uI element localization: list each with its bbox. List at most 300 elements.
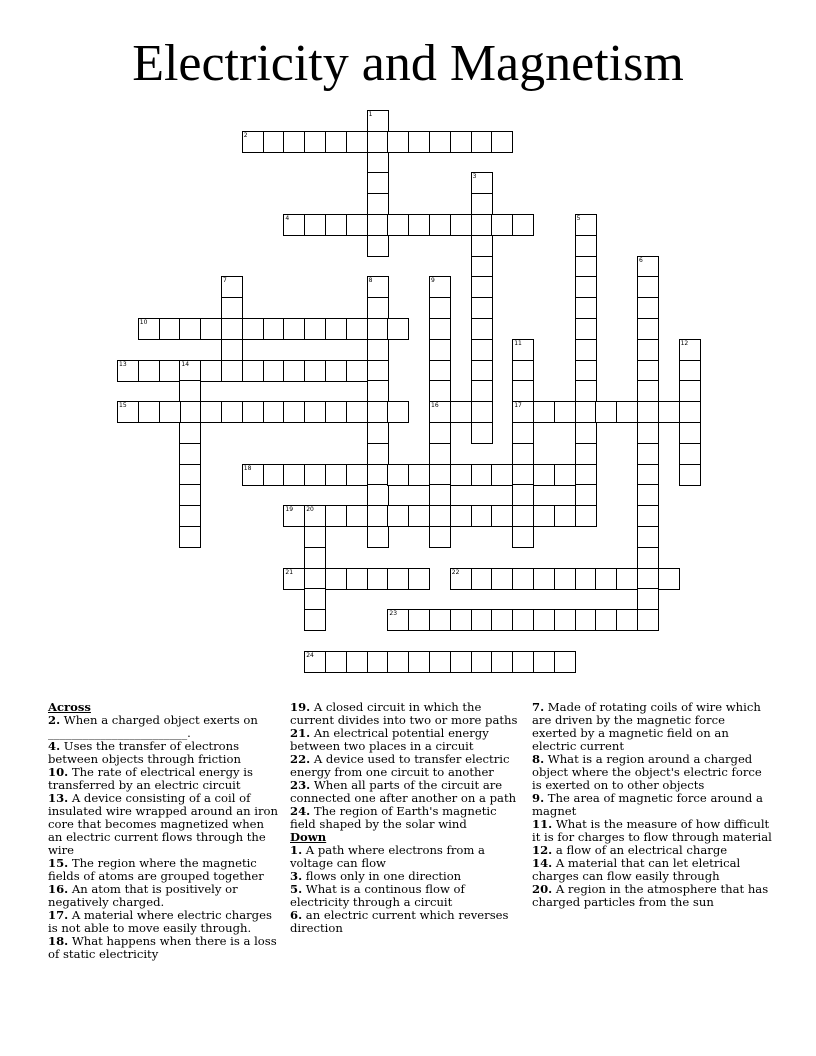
- grid-cell[interactable]: [367, 422, 389, 444]
- grid-cell[interactable]: [471, 422, 493, 444]
- grid-cell[interactable]: [221, 401, 243, 423]
- grid-cell[interactable]: [679, 464, 701, 486]
- across-clue: [48, 792, 280, 857]
- grid-cell[interactable]: [367, 110, 389, 132]
- clue-number: 20: [306, 506, 314, 514]
- grid-cell[interactable]: [471, 318, 493, 340]
- across-clue: [48, 857, 280, 883]
- clue-number: 22: [451, 568, 460, 576]
- grid-cell[interactable]: [429, 505, 451, 527]
- grid-cell[interactable]: [429, 443, 451, 465]
- clue-number: 7: [223, 277, 227, 285]
- grid-cell[interactable]: [325, 505, 347, 527]
- grid-cell[interactable]: [471, 401, 493, 423]
- grid-cell[interactable]: [637, 588, 659, 610]
- grid-cell[interactable]: [283, 568, 305, 590]
- grid-cell[interactable]: [367, 339, 389, 361]
- grid-cell[interactable]: [179, 401, 201, 423]
- grid-cell[interactable]: [595, 609, 617, 631]
- grid-cell[interactable]: [679, 443, 701, 465]
- grid-cell[interactable]: [325, 360, 347, 382]
- grid-cell[interactable]: [637, 464, 659, 486]
- across-clue: [48, 935, 280, 961]
- grid-cell[interactable]: [637, 360, 659, 382]
- clue-text: What is a region around a charged object where the object's electric force is exerted on to other objects: [532, 752, 762, 792]
- clue-text: A material that can let eletrical charges can flow easily through: [532, 856, 741, 883]
- clue-text: A closed circuit in which the current divides into two or more paths: [290, 700, 518, 727]
- grid-cell[interactable]: [408, 464, 430, 486]
- grid-cell[interactable]: [512, 360, 534, 382]
- grid-cell[interactable]: [325, 401, 347, 423]
- grid-cell[interactable]: [575, 609, 597, 631]
- grid-cell[interactable]: [471, 214, 493, 236]
- grid-cell[interactable]: [512, 380, 534, 402]
- grid-cell[interactable]: [575, 214, 597, 236]
- grid-cell[interactable]: [471, 193, 493, 215]
- grid-cell[interactable]: [429, 297, 451, 319]
- grid-cell[interactable]: [491, 214, 513, 236]
- down-clue: [290, 909, 522, 935]
- grid-cell[interactable]: [471, 256, 493, 278]
- grid-cell[interactable]: [325, 214, 347, 236]
- clue-num: 3.: [290, 869, 303, 883]
- grid-cell[interactable]: [179, 380, 201, 402]
- grid-cell[interactable]: [512, 505, 534, 527]
- grid-cell[interactable]: [346, 401, 368, 423]
- grid-cell[interactable]: [429, 484, 451, 506]
- grid-cell[interactable]: [346, 568, 368, 590]
- grid-cell[interactable]: [512, 651, 534, 673]
- grid-cell[interactable]: [367, 318, 389, 340]
- grid-cell[interactable]: [679, 422, 701, 444]
- grid-cell[interactable]: [159, 401, 181, 423]
- clue-column-3: [532, 701, 772, 909]
- grid-cell[interactable]: [242, 401, 264, 423]
- clue-text: A device used to transfer electric energy from one circuit to another: [290, 752, 510, 779]
- grid-cell[interactable]: [491, 609, 513, 631]
- grid-cell[interactable]: [679, 360, 701, 382]
- grid-cell[interactable]: [429, 318, 451, 340]
- clue-number: 15: [119, 402, 127, 410]
- grid-cell[interactable]: [575, 297, 597, 319]
- grid-cell[interactable]: [595, 401, 617, 423]
- grid-cell[interactable]: [429, 609, 451, 631]
- grid-cell[interactable]: [200, 401, 222, 423]
- grid-cell[interactable]: [658, 568, 680, 590]
- grid-cell[interactable]: [616, 609, 638, 631]
- grid-cell[interactable]: [367, 484, 389, 506]
- grid-cell[interactable]: [367, 464, 389, 486]
- grid-cell[interactable]: [512, 401, 534, 423]
- clue-text: What is the measure of how difficult it is for charges to flow through material: [532, 817, 772, 844]
- grid-cell[interactable]: [429, 380, 451, 402]
- grid-cell[interactable]: [429, 276, 451, 298]
- grid-cell[interactable]: [387, 131, 409, 153]
- grid-cell[interactable]: [429, 526, 451, 548]
- clue-num: 22.: [290, 752, 311, 766]
- grid-cell[interactable]: [471, 172, 493, 194]
- clue-text: What is a continous flow of electricity through a circuit: [290, 882, 465, 909]
- grid-cell[interactable]: [387, 318, 409, 340]
- grid-cell[interactable]: [117, 360, 139, 382]
- grid-cell[interactable]: [387, 505, 409, 527]
- grid-cell[interactable]: [471, 276, 493, 298]
- grid-cell[interactable]: [637, 484, 659, 506]
- grid-cell[interactable]: [387, 214, 409, 236]
- grid-cell[interactable]: [325, 464, 347, 486]
- grid-cell[interactable]: [408, 609, 430, 631]
- grid-cell[interactable]: [471, 609, 493, 631]
- grid-cell[interactable]: [263, 464, 285, 486]
- clue-text: The rate of electrical energy is transferred by an electric circuit: [48, 765, 253, 792]
- grid-cell[interactable]: [637, 422, 659, 444]
- clue-num: 19.: [290, 700, 311, 714]
- across-clue: [48, 909, 280, 935]
- clue-num: 16.: [48, 882, 69, 896]
- clue-number: 19: [285, 506, 294, 514]
- grid-cell[interactable]: [575, 339, 597, 361]
- clue-number: 5: [576, 215, 581, 222]
- grid-cell[interactable]: [637, 401, 659, 423]
- grid-cell[interactable]: [179, 484, 201, 506]
- grid-cell[interactable]: [283, 131, 305, 153]
- clue-number: 11: [514, 339, 522, 347]
- grid-cell[interactable]: [450, 609, 472, 631]
- grid-cell[interactable]: [159, 360, 181, 382]
- grid-cell[interactable]: [346, 651, 368, 673]
- grid-cell[interactable]: [471, 568, 493, 590]
- clue-num: 12.: [532, 843, 553, 857]
- grid-cell[interactable]: [471, 464, 493, 486]
- clue-number: 6: [639, 256, 643, 264]
- grid-cell[interactable]: [471, 131, 493, 153]
- grid-cell[interactable]: [325, 131, 347, 153]
- down-clue: [532, 818, 772, 844]
- grid-cell[interactable]: [304, 505, 326, 527]
- down-clue: [532, 883, 772, 909]
- grid-cell[interactable]: [554, 651, 576, 673]
- grid-cell[interactable]: [491, 131, 513, 153]
- grid-cell[interactable]: [367, 276, 389, 298]
- grid-cell[interactable]: [263, 401, 285, 423]
- clue-number: 9: [431, 277, 435, 285]
- grid-cell[interactable]: [512, 568, 534, 590]
- grid-cell[interactable]: [367, 401, 389, 423]
- grid-cell[interactable]: [221, 339, 243, 361]
- grid-cell[interactable]: [554, 568, 576, 590]
- grid-cell[interactable]: [367, 360, 389, 382]
- grid-cell[interactable]: [533, 651, 555, 673]
- grid-cell[interactable]: [367, 131, 389, 153]
- across-clue: [290, 701, 522, 727]
- grid-cell[interactable]: [471, 235, 493, 257]
- grid-cell[interactable]: [304, 588, 326, 610]
- grid-cell[interactable]: [221, 360, 243, 382]
- grid-cell[interactable]: [450, 568, 472, 590]
- grid-cell[interactable]: [138, 360, 160, 382]
- grid-cell[interactable]: [450, 401, 472, 423]
- grid-cell[interactable]: [450, 214, 472, 236]
- grid-cell[interactable]: [679, 339, 701, 361]
- grid-cell[interactable]: [575, 443, 597, 465]
- grid-cell[interactable]: [679, 401, 701, 423]
- clue-number: 14: [181, 360, 190, 368]
- grid-cell[interactable]: [491, 568, 513, 590]
- clue-num: 9.: [532, 791, 545, 805]
- clue-num: 24.: [290, 804, 311, 818]
- grid-cell[interactable]: [637, 318, 659, 340]
- grid-cell[interactable]: [242, 360, 264, 382]
- grid-cell[interactable]: [575, 464, 597, 486]
- grid-cell[interactable]: [637, 380, 659, 402]
- grid-cell[interactable]: [408, 505, 430, 527]
- down-clue: [532, 701, 772, 753]
- grid-cell[interactable]: [637, 547, 659, 569]
- grid-cell[interactable]: [346, 131, 368, 153]
- clue-text: The region of Earth's magnetic field shaped by the solar wind: [290, 804, 497, 831]
- grid-cell[interactable]: [138, 318, 160, 340]
- clue-column-2: [290, 701, 522, 935]
- grid-cell[interactable]: [512, 339, 534, 361]
- grid-cell[interactable]: [637, 339, 659, 361]
- grid-cell[interactable]: [450, 505, 472, 527]
- grid-cell[interactable]: [637, 276, 659, 298]
- grid-cell[interactable]: [637, 297, 659, 319]
- grid-cell[interactable]: [471, 360, 493, 382]
- grid-cell[interactable]: [429, 464, 451, 486]
- grid-cell[interactable]: [346, 360, 368, 382]
- grid-cell[interactable]: [367, 297, 389, 319]
- grid-cell[interactable]: [367, 235, 389, 257]
- grid-cell[interactable]: [304, 131, 326, 153]
- grid-cell[interactable]: [387, 401, 409, 423]
- grid-cell[interactable]: [429, 360, 451, 382]
- grid-cell[interactable]: [554, 505, 576, 527]
- grid-cell[interactable]: [554, 401, 576, 423]
- grid-cell[interactable]: [367, 214, 389, 236]
- grid-cell[interactable]: [304, 464, 326, 486]
- grid-cell[interactable]: [346, 464, 368, 486]
- grid-cell[interactable]: [304, 568, 326, 590]
- grid-cell[interactable]: [325, 318, 347, 340]
- grid-cell[interactable]: [283, 214, 305, 236]
- grid-cell[interactable]: [283, 464, 305, 486]
- grid-cell[interactable]: [491, 651, 513, 673]
- grid-cell[interactable]: [367, 380, 389, 402]
- grid-cell[interactable]: [367, 443, 389, 465]
- grid-cell[interactable]: [263, 131, 285, 153]
- grid-cell[interactable]: [346, 214, 368, 236]
- grid-cell[interactable]: [512, 214, 534, 236]
- grid-cell[interactable]: [304, 651, 326, 673]
- grid-cell[interactable]: [263, 318, 285, 340]
- grid-cell[interactable]: [429, 131, 451, 153]
- grid-cell[interactable]: [637, 256, 659, 278]
- grid-cell[interactable]: [242, 464, 264, 486]
- grid-cell[interactable]: [575, 484, 597, 506]
- grid-cell[interactable]: [450, 651, 472, 673]
- clue-text: A region in the atmosphere that has charged particles from the sun: [532, 882, 769, 909]
- grid-cell[interactable]: [575, 235, 597, 257]
- clue-num: 10.: [48, 765, 69, 779]
- grid-cell[interactable]: [283, 318, 305, 340]
- grid-cell[interactable]: [408, 568, 430, 590]
- across-clue: [48, 714, 280, 740]
- grid-cell[interactable]: [512, 526, 534, 548]
- grid-cell[interactable]: [387, 651, 409, 673]
- grid-cell[interactable]: [387, 568, 409, 590]
- grid-cell[interactable]: [242, 131, 264, 153]
- grid-cell[interactable]: [304, 318, 326, 340]
- grid-cell[interactable]: [637, 568, 659, 590]
- grid-cell[interactable]: [575, 360, 597, 382]
- grid-cell[interactable]: [179, 443, 201, 465]
- clue-text: What happens when there is a loss of static electricity: [48, 934, 277, 961]
- clue-number: 16: [431, 402, 439, 410]
- grid-cell[interactable]: [512, 443, 534, 465]
- grid-cell[interactable]: [658, 401, 680, 423]
- grid-cell[interactable]: [346, 505, 368, 527]
- grid-cell[interactable]: [221, 318, 243, 340]
- grid-cell[interactable]: [304, 360, 326, 382]
- clue-num: 18.: [48, 934, 69, 948]
- grid-cell[interactable]: [367, 651, 389, 673]
- grid-cell[interactable]: [346, 318, 368, 340]
- grid-cell[interactable]: [575, 318, 597, 340]
- grid-cell[interactable]: [117, 401, 139, 423]
- grid-cell[interactable]: [367, 152, 389, 174]
- grid-cell[interactable]: [679, 380, 701, 402]
- grid-cell[interactable]: [554, 609, 576, 631]
- grid-cell[interactable]: [429, 401, 451, 423]
- grid-cell[interactable]: [325, 568, 347, 590]
- grid-cell[interactable]: [533, 505, 555, 527]
- grid-cell[interactable]: [595, 568, 617, 590]
- grid-cell[interactable]: [471, 380, 493, 402]
- grid-cell[interactable]: [533, 568, 555, 590]
- grid-cell[interactable]: [491, 505, 513, 527]
- clue-number: 18: [243, 464, 252, 472]
- grid-cell[interactable]: [575, 568, 597, 590]
- clue-number: 24: [306, 651, 314, 659]
- grid-cell[interactable]: [179, 360, 201, 382]
- grid-cell[interactable]: [179, 464, 201, 486]
- grid-cell[interactable]: [325, 651, 347, 673]
- grid-cell[interactable]: [304, 526, 326, 548]
- grid-cell[interactable]: [138, 401, 160, 423]
- clue-number: 1: [368, 111, 373, 118]
- grid-cell[interactable]: [429, 422, 451, 444]
- grid-cell[interactable]: [221, 276, 243, 298]
- grid-cell[interactable]: [283, 401, 305, 423]
- down-heading: Down: [290, 830, 327, 844]
- grid-cell[interactable]: [429, 214, 451, 236]
- grid-cell[interactable]: [159, 318, 181, 340]
- clue-column-1: [48, 701, 280, 961]
- grid-cell[interactable]: [304, 547, 326, 569]
- grid-cell[interactable]: [367, 505, 389, 527]
- grid-cell[interactable]: [616, 401, 638, 423]
- grid-cell[interactable]: [450, 464, 472, 486]
- grid-cell[interactable]: [179, 318, 201, 340]
- grid-cell[interactable]: [491, 464, 513, 486]
- clue-num: 15.: [48, 856, 69, 870]
- grid-cell[interactable]: [387, 609, 409, 631]
- down-clue: [532, 792, 772, 818]
- grid-cell[interactable]: [533, 609, 555, 631]
- grid-cell[interactable]: [221, 297, 243, 319]
- grid-cell[interactable]: [533, 401, 555, 423]
- clue-number: 10: [139, 319, 148, 326]
- grid-cell[interactable]: [575, 276, 597, 298]
- grid-cell[interactable]: [575, 256, 597, 278]
- across-clue: [290, 727, 522, 753]
- grid-cell[interactable]: [512, 422, 534, 444]
- grid-cell[interactable]: [471, 651, 493, 673]
- grid-cell[interactable]: [367, 526, 389, 548]
- grid-cell[interactable]: [512, 464, 534, 486]
- grid-cell[interactable]: [367, 568, 389, 590]
- grid-cell[interactable]: [450, 131, 472, 153]
- grid-cell[interactable]: [512, 609, 534, 631]
- puzzle-title: Electricity and Magnetism: [132, 35, 684, 92]
- grid-cell[interactable]: [575, 380, 597, 402]
- grid-cell[interactable]: [471, 297, 493, 319]
- clue-number: 13: [119, 360, 127, 368]
- clue-text: a flow of an electrical charge: [555, 843, 728, 857]
- grid-cell[interactable]: [512, 484, 534, 506]
- grid-cell[interactable]: [304, 214, 326, 236]
- grid-cell[interactable]: [429, 339, 451, 361]
- grid-cell[interactable]: [554, 464, 576, 486]
- grid-cell[interactable]: [304, 609, 326, 631]
- grid-cell[interactable]: [179, 526, 201, 548]
- grid-cell[interactable]: [637, 505, 659, 527]
- grid-cell[interactable]: [471, 339, 493, 361]
- grid-cell[interactable]: [637, 443, 659, 465]
- grid-cell[interactable]: [575, 401, 597, 423]
- grid-cell[interactable]: [367, 172, 389, 194]
- grid-cell[interactable]: [367, 193, 389, 215]
- grid-cell[interactable]: [283, 505, 305, 527]
- grid-cell[interactable]: [263, 360, 285, 382]
- grid-cell[interactable]: [616, 568, 638, 590]
- clue-text: The area of magnetic force around a magnet: [532, 791, 763, 818]
- grid-cell[interactable]: [408, 131, 430, 153]
- clue-num: 17.: [48, 908, 69, 922]
- clue-text: A path where electrons from a voltage can flow: [290, 843, 485, 870]
- grid-cell[interactable]: [283, 360, 305, 382]
- grid-cell[interactable]: [200, 360, 222, 382]
- grid-cell[interactable]: [387, 464, 409, 486]
- grid-cell[interactable]: [200, 318, 222, 340]
- grid-cell[interactable]: [179, 505, 201, 527]
- grid-cell[interactable]: [179, 422, 201, 444]
- grid-cell[interactable]: [408, 214, 430, 236]
- across-clue: [290, 805, 522, 831]
- grid-cell[interactable]: [471, 505, 493, 527]
- grid-cell[interactable]: [575, 422, 597, 444]
- grid-cell[interactable]: [637, 526, 659, 548]
- grid-cell[interactable]: [637, 609, 659, 631]
- clue-text: An atom that is positively or negatively charged.: [48, 882, 238, 909]
- grid-cell[interactable]: [408, 651, 430, 673]
- grid-cell[interactable]: [533, 464, 555, 486]
- grid-cell[interactable]: [575, 505, 597, 527]
- grid-cell[interactable]: [242, 318, 264, 340]
- grid-cell[interactable]: [429, 651, 451, 673]
- grid-cell[interactable]: [304, 401, 326, 423]
